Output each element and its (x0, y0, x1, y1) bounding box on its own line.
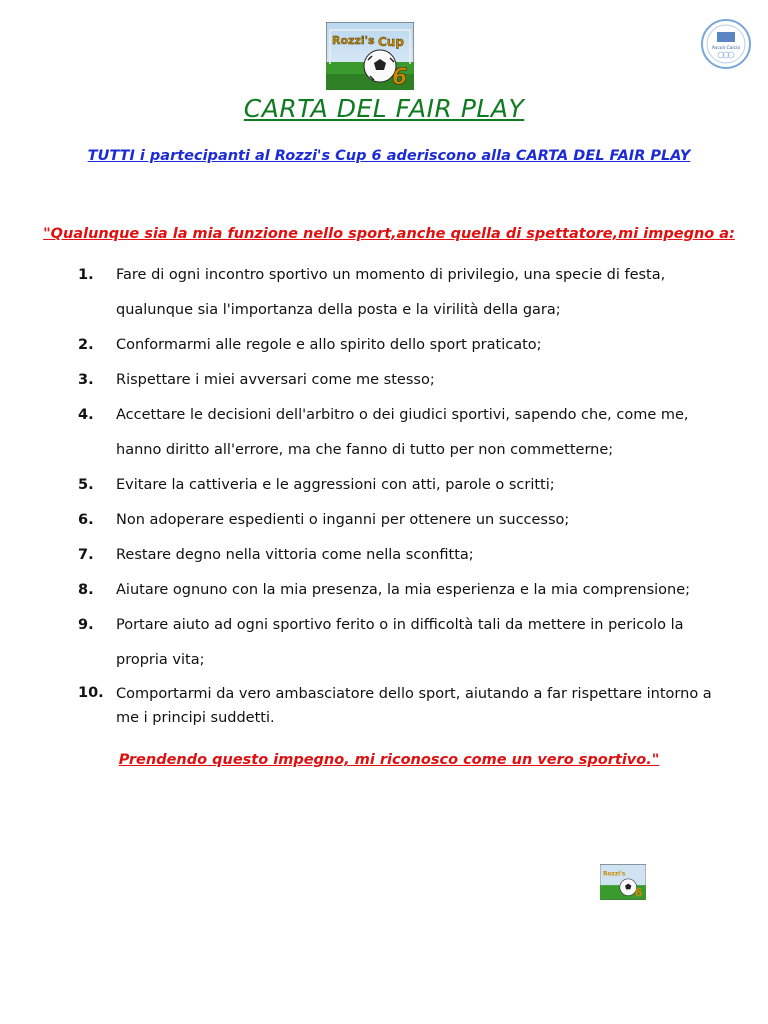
item-text: Comportarmi da vero ambasciatore dello sport, aiutando a far rispettare intorno a me i principi suddetti. (116, 686, 712, 726)
item-number: 6. (78, 512, 94, 528)
item-number: 2. (78, 337, 94, 353)
item-number: 3. (78, 372, 94, 388)
item-text: Non adoperare espedienti o inganni per ottenere un successo; (116, 512, 570, 528)
svg-text:Ascoli Calcio: Ascoli Calcio (711, 46, 741, 51)
item-text: Fare di ogni incontro sportivo un momento di privilegio, una specie di festa, qualunque sia l'importanza della posta e la virilità della gara; (116, 267, 666, 318)
item-text: Rispettare i miei avversari come me stesso; (116, 372, 435, 388)
item-text: Evitare la cattiveria e le aggressioni con atti, parole o scritti; (116, 477, 555, 493)
svg-text:Rozzi's: Rozzi's (332, 34, 375, 47)
item-number: 10. (78, 685, 104, 701)
item-number: 8. (78, 582, 94, 598)
page-title: CARTA DEL FAIR PLAY (243, 94, 525, 123)
svg-text:6: 6 (634, 885, 643, 900)
club-seal-icon (700, 18, 752, 70)
item-text: Accettare le decisioni dell'arbitro o dei giudici sportivi, sapendo che, come me, hanno diritto all'errore, ma che fanno di tutto per non commetterne; (116, 407, 689, 458)
item-number: 5. (78, 477, 94, 493)
rozzis-cup-logo-small (600, 864, 646, 900)
item-number: 4. (78, 407, 94, 423)
pledge-intro: "Qualunque sia la mia funzione nello sport,anche quella di spettatore,mi impegno a: (43, 226, 735, 242)
item-text: Portare aiuto ad ogni sportivo ferito o in difficoltà tali da mettere in pericolo la propria vita; (116, 617, 684, 668)
svg-text:6: 6 (392, 65, 408, 90)
svg-text:Rozzi's: Rozzi's (603, 871, 626, 878)
item-number: 7. (78, 547, 94, 563)
closing-statement: Prendendo questo impegno, mi riconosco come un vero sportivo." (118, 752, 660, 768)
item-text: Aiutare ognuno con la mia presenza, la mia esperienza e la mia comprensione; (116, 582, 691, 598)
item-text: Restare degno nella vittoria come nella sconfitta; (116, 547, 474, 563)
item-number: 1. (78, 267, 94, 283)
item-text: Conformarmi alle regole e allo spirito dello sport praticato; (116, 337, 542, 353)
svg-text:Cup: Cup (378, 35, 404, 49)
subtitle: TUTTI i partecipanti al Rozzi's Cup 6 aderiscono alla CARTA DEL FAIR PLAY (87, 148, 691, 164)
rozzis-cup-logo (326, 22, 414, 90)
item-number: 9. (78, 617, 94, 633)
